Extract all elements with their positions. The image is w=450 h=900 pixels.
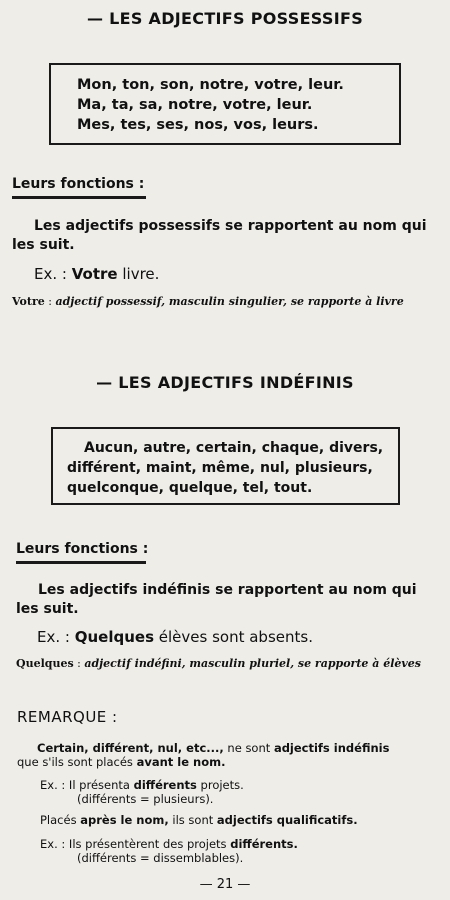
indefinis-box-line: Aucun, autre, certain, chaque, divers, [84, 440, 384, 456]
example-rest: livre. [122, 265, 160, 283]
indefinis-box-line: quelconque, quelque, tel, tout. [67, 480, 313, 496]
remarque-example-1 [40, 778, 244, 792]
indefinis-rule: Les adjectifs indéfinis se rapportent au nom qui les suit. [16, 582, 417, 617]
example-prefix: Ex. : [40, 778, 66, 792]
remarque-bold-text: adjectifs qualificatifs. [216, 813, 358, 827]
indefinis-box [51, 427, 400, 505]
analysis-word: Votre [12, 295, 45, 308]
section-title-possessifs: — LES ADJECTIFS POSSESSIFS [86, 9, 364, 28]
remarque-text: projets. [200, 778, 244, 792]
remarque-bold-text: différents. [230, 837, 298, 851]
remarque-example-2 [40, 837, 298, 851]
remarque-example-2-gloss: (différents = dissemblables). [77, 851, 244, 865]
remarque-paragraph-2 [40, 813, 358, 827]
remarque-text: ils sont [172, 813, 214, 827]
possessifs-box [49, 63, 401, 145]
example-rest: élèves sont absents. [158, 628, 313, 646]
indefinis-analysis [16, 657, 440, 670]
indefinis-fonctions-heading: Leurs fonctions : [16, 541, 146, 564]
remarque-bold-text: après le nom, [80, 813, 169, 827]
remarque-text: que s'ils sont placés [17, 755, 133, 769]
example-prefix: Ex. : [37, 628, 70, 646]
analysis-sep: : [77, 657, 81, 670]
possessifs-fonctions-heading: Leurs fonctions : [12, 176, 146, 199]
remarque-bold-text: différents [133, 778, 197, 792]
remarque-title: REMARQUE : [17, 708, 118, 726]
indefinis-box-line: différent, maint, même, nul, plusieurs, [67, 460, 373, 476]
analysis-desc: adjectif indéfini, masculin pluriel, se rapporte à élèves [84, 657, 421, 670]
remarque-text: Ils présentèrent des projets [68, 837, 227, 851]
example-prefix: Ex. : [34, 265, 67, 283]
indefinis-example [37, 628, 313, 646]
possessifs-box-line: Mon, ton, son, notre, votre, leur. [77, 77, 344, 93]
example-word: Quelques [74, 628, 154, 646]
possessifs-box-line: Mes, tes, ses, nos, vos, leurs. [77, 117, 319, 133]
remarque-example-1-gloss: (différents = plusieurs). [77, 792, 214, 806]
remarque-paragraph-1-line-2 [17, 755, 225, 769]
possessifs-example [34, 265, 159, 283]
analysis-sep: : [48, 295, 52, 308]
page-number: — 21 — [199, 877, 251, 892]
remarque-text: ne sont [227, 741, 271, 755]
remarque-text: Il présenta [68, 778, 130, 792]
analysis-desc: adjectif possessif, masculin singulier, se rapporte à livre [55, 295, 404, 308]
remarque-paragraph-1-line-1 [37, 741, 389, 755]
possessifs-analysis [12, 295, 440, 308]
remarque-text: Placés [40, 813, 77, 827]
example-word: Votre [71, 265, 118, 283]
remarque-bold-text: Certain, différent, nul, etc..., [37, 741, 224, 755]
analysis-word: Quelques [16, 657, 74, 670]
possessifs-rule: Les adjectifs possessifs se rapportent au nom qui les suit. [12, 218, 427, 253]
remarque-bold-text: avant le nom. [136, 755, 226, 769]
possessifs-box-line: Ma, ta, sa, notre, votre, leur. [77, 97, 313, 113]
remarque-bold-text: adjectifs indéfinis [273, 741, 390, 755]
example-prefix: Ex. : [40, 837, 66, 851]
section-title-indefinis: — LES ADJECTIFS INDÉFINIS [96, 373, 354, 392]
